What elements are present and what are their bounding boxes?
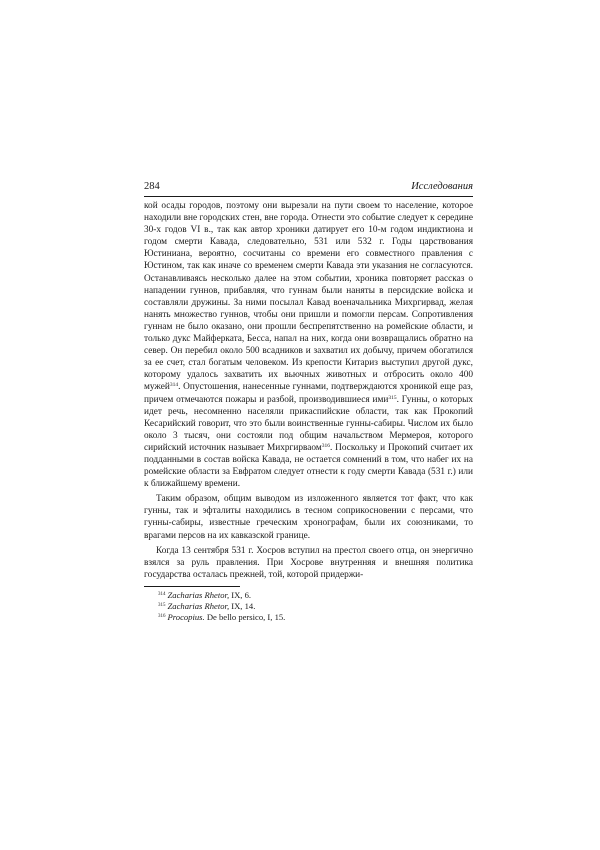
footnote-author: Procopius. — [167, 612, 205, 623]
footnote-316 — [158, 612, 473, 623]
text-run: кой осады городов, поэтому они вырезали на пути своем то население, которое находили вне городских стен, вне города. Отнести это событие следует к середине 30-х годов VI в., так как автор хроники датирует его 10-м годом индиктиона и годом смерти Кавада, следовательно, 531 или 532 г. Годы царствования Юстиниана, вероятно, сосчитаны со времени его совместного правления с Юстином, так как иначе со временем смерти Кавада эти указания не согласуются. Останавливаясь несколько далее на этом событии, хроника повторяет рассказ о нападении гуннов, прибавляя, что гуннам были наняты в персидские войска и составляли дружины. За ними посылал Кавад военачальника Михргирвад, желая нанять множество гуннов, чтобы они пришли и помогли персам. Сопротивления гуннам не было оказано, они прошли беспрепятственно на ромейские области, и только дукс Майферката, Бесса, напал на них, когда они возвращались обратно на север. Он перебил около 500 всадников и захватил их добычу, причем обогатился за ее счет, стал богатым человеком. Из крепости Китариз выступил другой дукс, которому удалось захватить их вьючных животных и отбросить около 400 мужей — [144, 201, 473, 393]
text-run: . Гунны, о которых идет речь, несомненно населяли прикаспийские области, так как Прокопий Кесарийский говорит, что это были воинственные гунны-сабиры. Числом их было около 3 тысяч, они состояли под общим начальством Мермероя, которого сирийский источник называет Михргирваом — [144, 394, 473, 453]
text-run: . Опустошения, нанесенные гуннами, подтверждаются хроникой еще раз, причем отмечаются пожары и разбой, производившиеся ими — [144, 382, 473, 405]
paragraph-3 — [144, 545, 473, 581]
footnote-number: 316 — [158, 614, 166, 620]
footnote-number: 314 — [158, 591, 166, 597]
section-title: Исследования — [411, 181, 473, 192]
paragraph-2 — [144, 493, 473, 541]
footnotes — [144, 590, 473, 624]
footnote-ref-314[interactable]: 314 — [169, 382, 179, 389]
footnote-ref-316[interactable]: 316 — [321, 442, 330, 449]
footnote-ref: IX, 6. — [229, 589, 252, 600]
book-page — [144, 181, 473, 624]
text-run: Когда 13 сентября 531 г. Хосров вступил на престол своего отца, он энергично взялся за руль правления. При Хосрове внутренняя и внешняя политика государства осталась прежней, той, которой придержи- — [144, 545, 473, 580]
footnote-divider — [144, 586, 240, 587]
footnote-315 — [158, 601, 473, 612]
running-header — [144, 181, 473, 197]
body-text — [144, 200, 473, 581]
footnote-ref-315[interactable]: 315 — [388, 394, 397, 401]
page-number: 284 — [144, 181, 160, 192]
footnote-ref: De bello persico, I, 15. — [204, 612, 286, 623]
footnote-author: Zacharias Rhetor, — [167, 589, 230, 600]
footnote-ref: IX, 14. — [229, 601, 256, 612]
footnote-author: Zacharias Rhetor, — [167, 601, 230, 612]
footnote-number: 315 — [158, 603, 166, 609]
text-run: Таким образом, общим выводом из изложенного является тот факт, что как гунны, так и эфталиты находились в тесном соприкосновении с персами, что гунны-сабиры, известные греческим хронографам, были их союзниками, то врагами персов на их кавказской границе. — [144, 494, 473, 541]
text-run: . Поскольку и Прокопий считает их подданными в состав войска Кавада, не остается сомнений в том, что набег их на ромейские области за Евфратом следует отнести к году смерти Кавада (531 г.) или к ближайшему времени. — [144, 442, 474, 490]
footnote-314 — [158, 590, 473, 601]
paragraph-1 — [144, 200, 473, 490]
